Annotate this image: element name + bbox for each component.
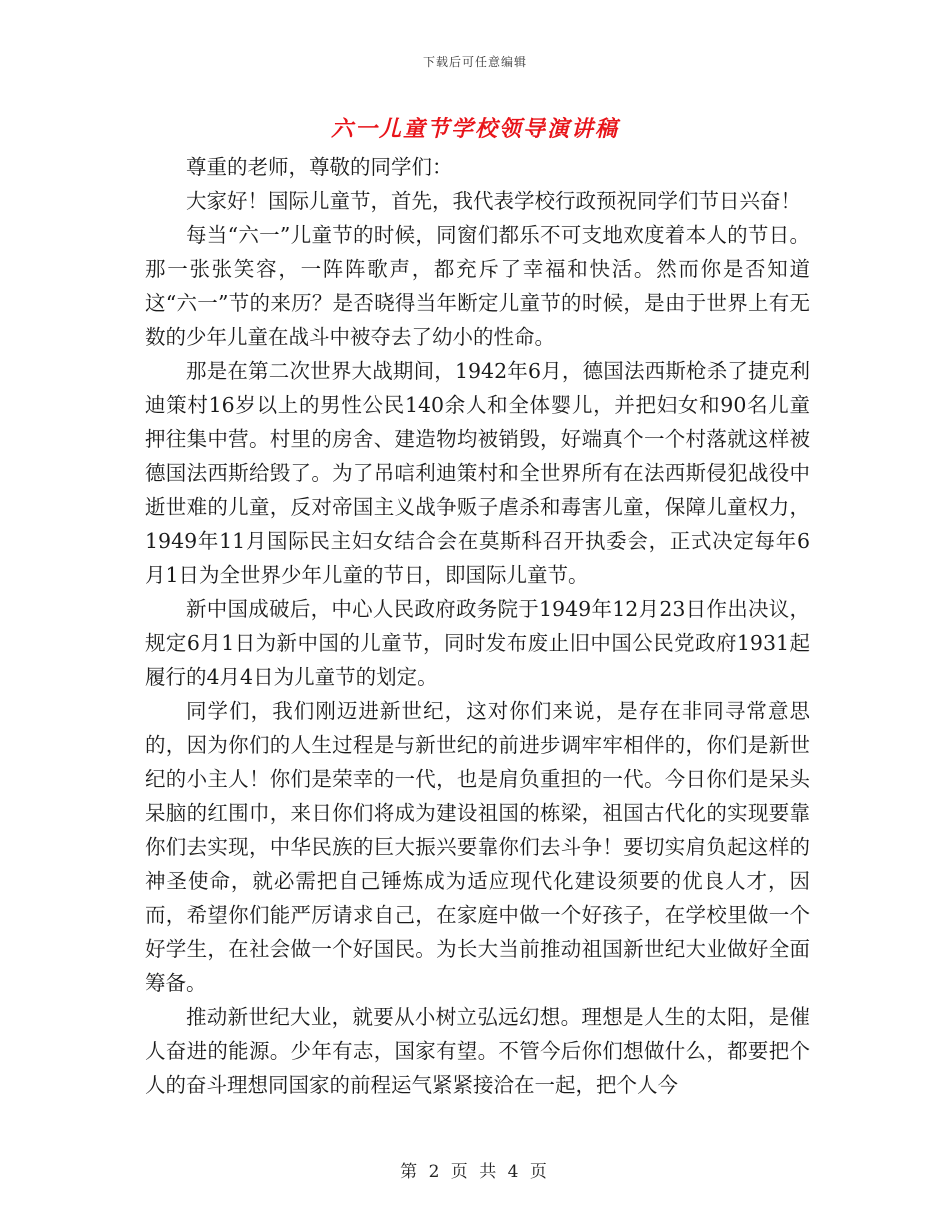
paragraph: 新中国成破后，中心人民政府政务院于1949年12月23日作出决议，规定6月1日为新中国的儿童节，同时发布废止旧中国公民党政府1931起履行的4月4日为儿童节的划定。 <box>145 597 810 689</box>
paragraph: 同学们，我们刚迈进新世纪，这对你们来说，是存在非同寻常意思的，因为你们的人生过程是与新世纪的前进步调牢牢相伴的，你们是新世纪的小主人！你们是荣幸的一代，也是肩负重担的一代。今日你们是呆头呆脑的红围巾，来日你们将成为建设祖国的栋梁，祖国古代化的实现要靠你们去实现，中华民族的巨大振兴要靠你们去斗争！要切实肩负起这样的神圣使命，就必需把自己锤炼成为适应现代化建设须要的优良人才，因而，希望你们能严厉请求自己，在家庭中做一个好孩子，在学校里做一个好学生，在社会做一个好国民。为长大当前推动祖国新世纪大业做好全面筹备。 <box>145 699 810 995</box>
paragraph: 每当“六一”儿童节的时候，同窗们都乐不可支地欢度着本人的节日。那一张张笑容，一阵阵歌声，都充斥了幸福和快活。然而你是否知道这“六一”节的来历？是否晓得当年断定儿童节的时候，是由于世界上有无数的少年儿童在战斗中被夺去了幼小的性命。 <box>145 223 810 349</box>
paragraph-greeting: 大家好！国际儿童节，首先，我代表学校行政预祝同学们节日兴奋！ <box>186 189 801 213</box>
header-note: 下载后可任意编辑 <box>422 55 527 69</box>
page-number-footer: 第 2 页 共 4 页 <box>400 1162 550 1182</box>
paragraph: 那是在第二次世界大战期间，1942年6月，德国法西斯枪杀了捷克利迪策村16岁以上的男性公民140余人和全体婴儿，并把妇女和90名儿童押往集中营。村里的房舍、建造物均被销毁，好端真个一个村落就这样被德国法西斯给毁了。为了吊唁利迪策村和全世界所有在法西斯侵犯战役中逝世难的儿童，反对帝国主义战争贩子虐杀和毒害儿童，保障儿童权力，1949年11月国际民主妇女结合会在莫斯科召开执委会，正式决定每年6月1日为全世界少年儿童的节日，即国际儿童节。 <box>145 359 810 587</box>
paragraph-salutation: 尊重的老师，尊敬的同学们： <box>186 155 453 179</box>
document-title: 六一儿童节学校领导演讲稿 <box>330 116 619 142</box>
document-body <box>145 150 810 1102</box>
paragraph: 推动新世纪大业，就要从小树立弘远幻想。理想是人生的太阳，是催人奋进的能源。少年有志，国家有望。不管今后你们想做什么，都要把个人的奋斗理想同国家的前程运气紧紧接洽在一起，把个人今 <box>145 1005 810 1097</box>
